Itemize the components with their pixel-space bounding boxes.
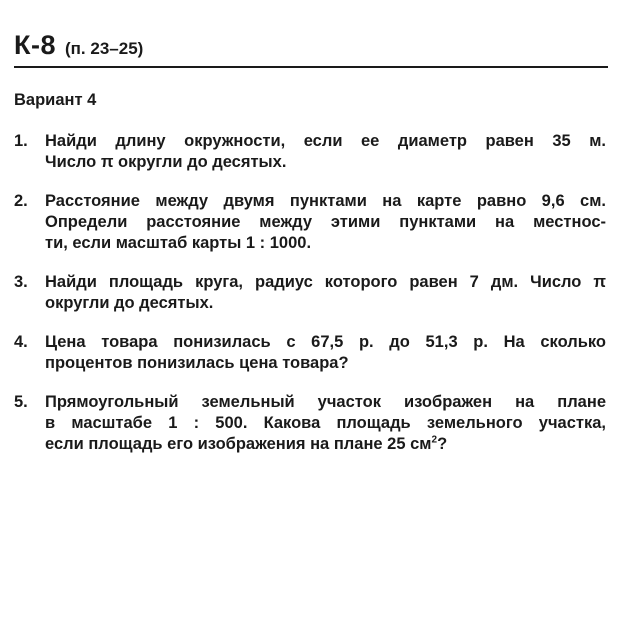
task-number: 3. <box>14 273 28 291</box>
task-number: 4. <box>14 333 28 351</box>
task-number: 2. <box>14 192 28 210</box>
task-text-line: Определи расстояние между этими пунктами на местнос- <box>45 213 606 231</box>
section-range: (п. 23–25) <box>65 39 144 58</box>
task-text-line-last <box>45 434 606 455</box>
task-item <box>14 131 606 173</box>
task-text-line: процентов понизилась цена товара? <box>45 354 349 372</box>
unit-exponent: 2 <box>431 434 438 446</box>
task-text-line: округли до десятых. <box>45 294 214 312</box>
task-item <box>14 392 606 455</box>
variant-title: Вариант 4 <box>14 91 97 109</box>
test-code: К-8 <box>14 30 56 60</box>
task-number: 5. <box>14 393 28 411</box>
task-text-line: Цена товара понизилась с 67,5 р. до 51,3 р. На сколько <box>45 333 606 351</box>
worksheet-header <box>14 30 143 61</box>
task-text-line: Прямоугольный земельный участок изображен на плане <box>45 393 606 411</box>
task-text-line: Расстояние между двумя пунктами на карте равно 9,6 см. <box>45 192 606 210</box>
task-text-line: в масштабе 1 : 500. Какова площадь земельного участка, <box>45 414 606 432</box>
task-text-line: Найди длину окружности, если ее диаметр равен 35 м. <box>45 132 606 150</box>
task-item <box>14 191 606 254</box>
task-text-line: Число π округли до десятых. <box>45 153 287 171</box>
task-item <box>14 272 606 314</box>
question-mark: ? <box>437 435 448 453</box>
task-list <box>14 131 606 473</box>
task-number: 1. <box>14 132 28 150</box>
task-text-line: ти, если масштаб карты 1 : 1000. <box>45 234 312 252</box>
task-item <box>14 332 606 374</box>
task-text: если площадь его изображения на плане 25 см <box>45 435 432 453</box>
task-text-line: Найди площадь круга, радиус которого равен 7 дм. Число π <box>45 273 606 291</box>
header-divider <box>14 66 608 68</box>
